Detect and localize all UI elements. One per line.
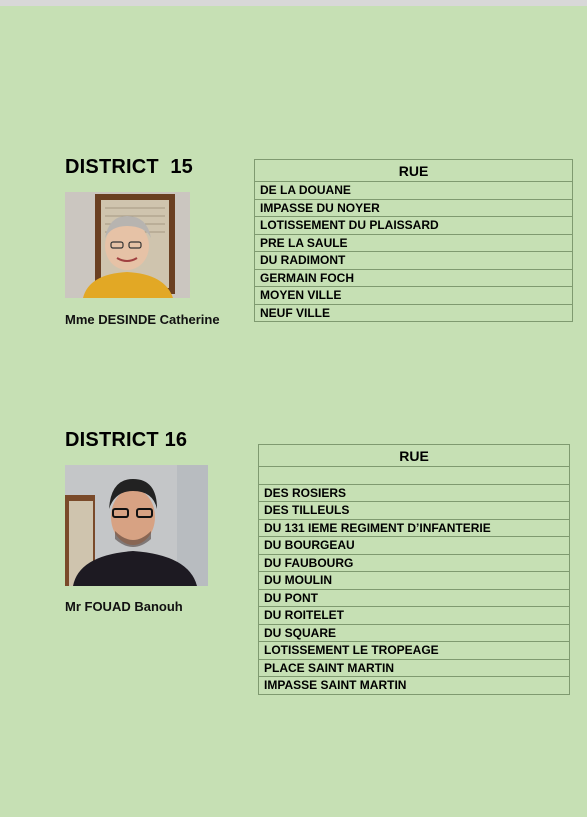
table-row bbox=[259, 502, 570, 520]
street-cell: DE LA DOUANE bbox=[255, 182, 573, 200]
table-row bbox=[259, 642, 570, 660]
table-header-row bbox=[255, 160, 573, 182]
district-16-title: DISTRICT 16 bbox=[65, 429, 188, 451]
table-row bbox=[259, 589, 570, 607]
table-row bbox=[259, 554, 570, 572]
table-row bbox=[259, 624, 570, 642]
street-cell: DU BOURGEAU bbox=[259, 537, 570, 555]
street-cell: NEUF VILLE bbox=[255, 304, 573, 322]
table-row bbox=[259, 659, 570, 677]
street-cell: IMPASSE SAINT MARTIN bbox=[259, 677, 570, 695]
street-cell: DES TILLEULS bbox=[259, 502, 570, 520]
table-row bbox=[259, 519, 570, 537]
table-row bbox=[255, 182, 573, 200]
top-bar bbox=[0, 0, 587, 6]
district-16-photo bbox=[65, 465, 208, 586]
street-cell: DES ROSIERS bbox=[259, 484, 570, 502]
district-16-person: Mr FOUAD Banouh bbox=[65, 599, 183, 614]
street-cell bbox=[259, 467, 570, 485]
table-header-row bbox=[259, 445, 570, 467]
street-cell: MOYEN VILLE bbox=[255, 287, 573, 305]
table-header: RUE bbox=[255, 160, 573, 182]
table-row bbox=[259, 607, 570, 625]
table-row bbox=[255, 252, 573, 270]
street-cell: DU 131 IEME REGIMENT D’INFANTERIE bbox=[259, 519, 570, 537]
district-15-title: DISTRICT 15 bbox=[65, 156, 193, 178]
street-cell: DU SQUARE bbox=[259, 624, 570, 642]
table-row bbox=[255, 304, 573, 322]
table-row bbox=[259, 467, 570, 485]
table-row bbox=[255, 234, 573, 252]
district-15-streets-table bbox=[254, 159, 573, 322]
table-row bbox=[255, 217, 573, 235]
table-row bbox=[259, 677, 570, 695]
street-cell: IMPASSE DU NOYER bbox=[255, 199, 573, 217]
street-cell: PLACE SAINT MARTIN bbox=[259, 659, 570, 677]
street-cell: DU FAUBOURG bbox=[259, 554, 570, 572]
street-cell: DU PONT bbox=[259, 589, 570, 607]
district-15-photo bbox=[65, 192, 190, 298]
table-row bbox=[255, 287, 573, 305]
street-cell: LOTISSEMENT LE TROPEAGE bbox=[259, 642, 570, 660]
district-16-streets-table bbox=[258, 444, 570, 695]
district-15-person: Mme DESINDE Catherine bbox=[65, 312, 220, 327]
street-cell: DU RADIMONT bbox=[255, 252, 573, 270]
street-cell: PRE LA SAULE bbox=[255, 234, 573, 252]
table-row bbox=[255, 269, 573, 287]
table-row bbox=[259, 484, 570, 502]
table-row bbox=[259, 537, 570, 555]
table-row bbox=[255, 199, 573, 217]
street-cell: LOTISSEMENT DU PLAISSARD bbox=[255, 217, 573, 235]
street-cell: DU ROITELET bbox=[259, 607, 570, 625]
table-header: RUE bbox=[259, 445, 570, 467]
table-row bbox=[259, 572, 570, 590]
street-cell: GERMAIN FOCH bbox=[255, 269, 573, 287]
street-cell: DU MOULIN bbox=[259, 572, 570, 590]
